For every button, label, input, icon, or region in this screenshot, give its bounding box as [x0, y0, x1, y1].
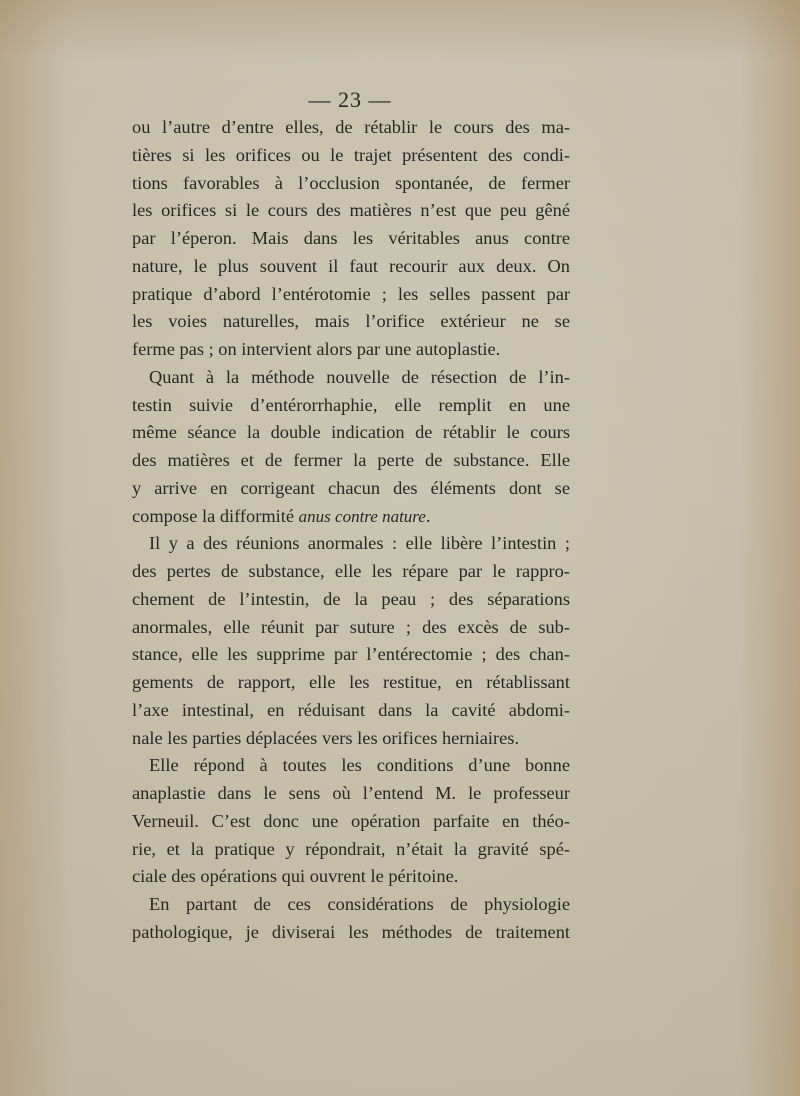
text-line-content: testin suivie d’entérorrhaphie, elle remplit en une [132, 394, 570, 415]
text-line [132, 614, 570, 642]
text-line-content: anormales, elle réunit par suture ; des excès de sub- [132, 616, 570, 637]
text-line [132, 197, 570, 225]
text-line-content: ou l’autre d’entre elles, de rétablir le cours des ma- [132, 117, 570, 137]
text-line-content: par l’éperon. Mais dans les véritables anus contre [132, 228, 570, 248]
italic-phrase: anus contre nature [298, 506, 426, 526]
text-line-content: nature, le plus souvent il faut recourir aux deux. On [132, 255, 570, 276]
text-line [132, 836, 570, 864]
text-line [132, 530, 570, 558]
text-line-content: En partant de ces considérations de physiologie [149, 894, 570, 914]
text-line-content: compose la difformité [132, 505, 299, 526]
text-line [132, 364, 570, 392]
body-text [132, 114, 570, 947]
text-line-content: ciale des opérations qui ouvrent le péritoine. [132, 866, 459, 887]
text-line [132, 808, 570, 836]
page-edge-shadow-top [0, 0, 800, 60]
text-line-content: l’axe intestinal, en réduisant dans la cavité abdomi- [132, 699, 570, 720]
text-line [132, 392, 570, 420]
text-line-content: y arrive en corrigeant chacun des éléments dont se [132, 477, 570, 498]
text-line-content: même séance la double indication de rétablir le cours [132, 422, 570, 443]
text-line [132, 697, 570, 725]
page-edge-shadow-right [740, 0, 800, 1096]
text-line-content: pratique d’abord l’entérotomie ; les selles passent par [132, 283, 570, 304]
text-line [132, 503, 570, 531]
text-line-content: ferme pas ; on intervient alors par une autoplastie. [132, 339, 501, 359]
text-line [132, 586, 570, 614]
page-edge-shadow-left [0, 0, 70, 1096]
text-line [132, 142, 570, 170]
text-line [132, 669, 570, 697]
text-line-content: rie, et la pratique y répondrait, n’était la gravité spé- [132, 838, 570, 859]
text-line-content: gements de rapport, elle les restitue, en rétablissant [132, 672, 570, 692]
text-line-content: les voies naturelles, mais l’orifice extérieur ne se [132, 311, 570, 332]
text-line [132, 253, 570, 281]
text-line [132, 281, 570, 309]
text-line [132, 475, 570, 503]
page-number: — 23 — [308, 87, 392, 112]
text-line-content: des matières et de fermer la perte de substance. Elle [132, 450, 570, 470]
text-line [132, 447, 570, 475]
text-line-content: Elle répond à toutes les conditions d’une bonne [149, 755, 570, 776]
text-line-content: des pertes de substance, elle les répare par le rappro- [132, 561, 570, 581]
text-line [132, 725, 570, 753]
text-line [132, 891, 570, 919]
text-line-content: anaplastie dans le sens où l’entend M. le professeur [132, 783, 570, 803]
text-line [132, 558, 570, 586]
text-line [132, 336, 570, 364]
text-line [132, 780, 570, 808]
text-line-content: tions favorables à l’occlusion spontanée, de fermer [132, 172, 570, 193]
text-line [132, 752, 570, 780]
text-line-content: tières si les orifices ou le trajet présentent des condi- [132, 144, 570, 165]
text-line-content: Il y a des réunions anormales : elle libère l’intestin ; [149, 533, 570, 554]
text-line-tail: . [425, 505, 431, 526]
text-line [132, 919, 570, 947]
text-line-content: Verneuil. C’est donc une opération parfaite en théo- [132, 810, 570, 831]
text-line-content: stance, elle les supprime par l’entérectomie ; des chan- [132, 644, 570, 665]
text-line-content: pathologique, je diviserai les méthodes de traitement [132, 921, 570, 942]
text-line-content: Quant à la méthode nouvelle de résection de l’in- [149, 366, 570, 387]
text-line [132, 170, 570, 198]
text-line [132, 863, 570, 891]
text-line [132, 641, 570, 669]
text-line [132, 419, 570, 447]
text-line-content: nale les parties déplacées vers les orifices herniaires. [132, 727, 520, 748]
text-line-content: chement de l’intestin, de la peau ; des séparations [132, 588, 570, 609]
text-line-content: les orifices si le cours des matières n’est que peu gêné [132, 200, 570, 221]
text-line [132, 308, 570, 336]
text-line [132, 114, 570, 142]
text-line [132, 225, 570, 253]
